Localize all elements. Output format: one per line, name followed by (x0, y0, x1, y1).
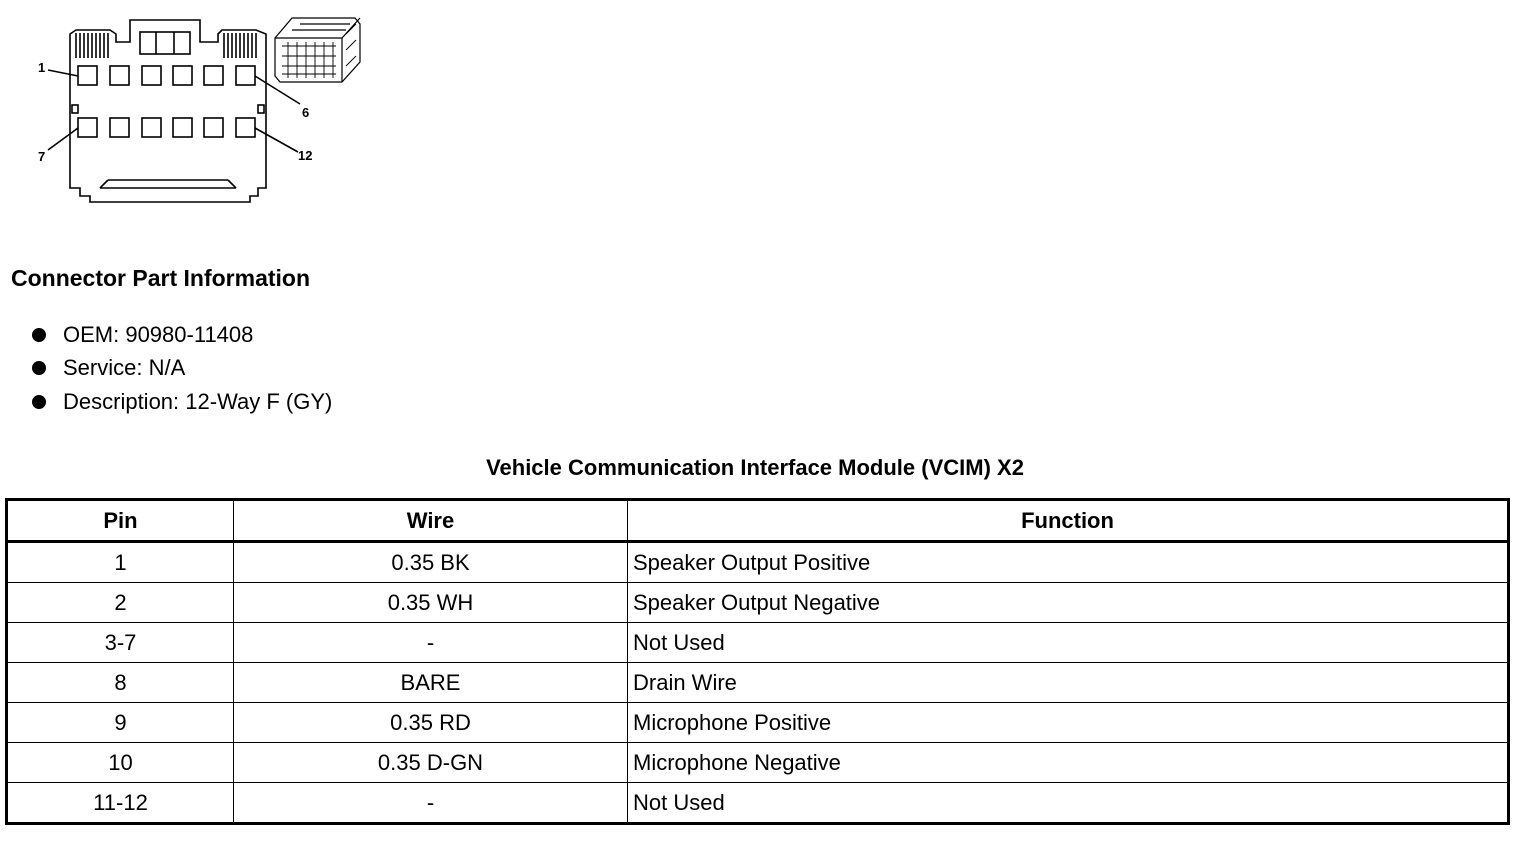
bullet-icon (32, 395, 46, 409)
bullet-icon (32, 361, 46, 375)
oem-text: OEM: 90980-11408 (63, 321, 254, 347)
bottom-row-cavities (78, 118, 255, 137)
function-cell: Not Used (628, 783, 1509, 824)
function-cell: Drain Wire (628, 663, 1509, 703)
table-row (7, 623, 1509, 663)
oem-item (30, 318, 332, 352)
table-caption: Vehicle Communication Interface Module (VCIM) X2 (486, 455, 1024, 480)
function-cell: Speaker Output Negative (628, 583, 1509, 623)
pin-cell: 1 (7, 542, 234, 583)
right-latch-ribs (224, 33, 256, 58)
pin-cell: 3-7 (7, 623, 234, 663)
function-cell: Speaker Output Positive (628, 542, 1509, 583)
table-row (7, 542, 1509, 583)
table-row (7, 583, 1509, 623)
connector-info-title: Connector Part Information (11, 265, 311, 291)
table-row (7, 663, 1509, 703)
service-text: Service: N/A (63, 355, 186, 381)
pin-cell: 10 (7, 743, 234, 783)
left-latch-ribs (76, 33, 108, 58)
function-cell: Microphone Positive (628, 703, 1509, 743)
pin-table (5, 498, 1510, 825)
header-function: Function (628, 500, 1509, 542)
wire-cell: 0.35 WH (234, 583, 628, 623)
pin-label-6: 6 (302, 105, 310, 120)
wire-cell: BARE (234, 663, 628, 703)
connector-info-list (30, 318, 332, 419)
pin-label-7: 7 (38, 149, 46, 164)
wire-cell: 0.35 D-GN (234, 743, 628, 783)
service-item (30, 352, 332, 386)
header-wire: Wire (234, 500, 628, 542)
pin-label-1: 1 (38, 60, 46, 75)
wire-cell: - (234, 623, 628, 663)
wire-cell: - (234, 783, 628, 824)
table-header-row (7, 500, 1509, 542)
connector-diagram (0, 0, 380, 215)
function-cell: Microphone Negative (628, 743, 1509, 783)
bullet-icon (32, 328, 46, 342)
table-row (7, 703, 1509, 743)
header-pin: Pin (7, 500, 234, 542)
pin-label-12: 12 (298, 148, 313, 163)
pin-cell: 9 (7, 703, 234, 743)
pin-cell: 2 (7, 583, 234, 623)
connector-isometric-thumbnail (275, 18, 360, 82)
table-row (7, 783, 1509, 824)
table-row (7, 743, 1509, 783)
center-key (140, 32, 190, 54)
wire-cell: 0.35 RD (234, 703, 628, 743)
wire-cell: 0.35 BK (234, 542, 628, 583)
top-row-cavities (78, 66, 255, 85)
description-item (30, 385, 332, 419)
pin-cell: 11-12 (7, 783, 234, 824)
description-text: Description: 12-Way F (GY) (63, 388, 333, 414)
pin-cell: 8 (7, 663, 234, 703)
function-cell: Not Used (628, 623, 1509, 663)
